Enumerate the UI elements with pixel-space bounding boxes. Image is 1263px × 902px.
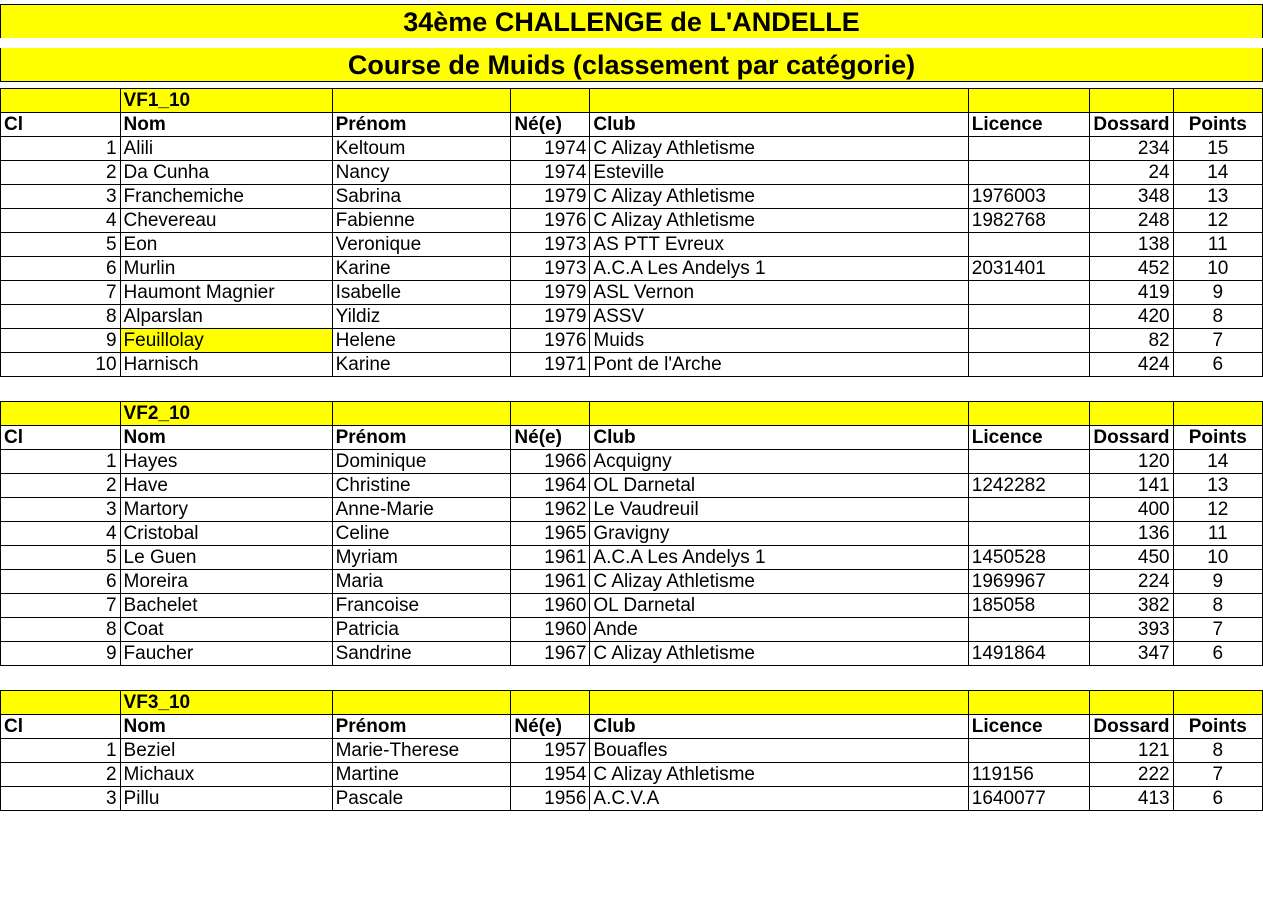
table-cell: 11 bbox=[1173, 522, 1262, 546]
table-cell: 10 bbox=[1173, 257, 1262, 281]
table-cell: Faucher bbox=[120, 642, 332, 666]
column-header: Club bbox=[590, 113, 968, 137]
table-cell: A.C.A Les Andelys 1 bbox=[590, 546, 968, 570]
table-cell: Martine bbox=[332, 763, 511, 787]
table-cell: 8 bbox=[1173, 739, 1262, 763]
column-header: Points bbox=[1173, 426, 1262, 450]
table-cell: Murlin bbox=[120, 257, 332, 281]
table-cell: 8 bbox=[1173, 305, 1262, 329]
category-header-cell bbox=[1173, 402, 1262, 426]
table-cell: 5 bbox=[1, 546, 121, 570]
table-cell: Christine bbox=[332, 474, 511, 498]
table-cell: 7 bbox=[1173, 618, 1262, 642]
table-cell: 1960 bbox=[511, 618, 590, 642]
table-cell: 15 bbox=[1173, 137, 1262, 161]
column-header: Nom bbox=[120, 426, 332, 450]
table-cell bbox=[968, 329, 1090, 353]
table-cell: 1973 bbox=[511, 257, 590, 281]
column-header: Prénom bbox=[332, 426, 511, 450]
table-cell bbox=[968, 450, 1090, 474]
results-sheet bbox=[0, 88, 1263, 811]
table-row bbox=[1, 161, 1263, 185]
table-cell: Ande bbox=[590, 618, 968, 642]
table-row bbox=[1, 787, 1263, 811]
table-cell: Isabelle bbox=[332, 281, 511, 305]
table-cell: 1971 bbox=[511, 353, 590, 377]
table-cell: 248 bbox=[1090, 209, 1173, 233]
table-cell: 7 bbox=[1173, 763, 1262, 787]
table-cell: A.C.V.A bbox=[590, 787, 968, 811]
table-cell: 11 bbox=[1173, 233, 1262, 257]
category-section bbox=[0, 88, 1263, 377]
table-cell: 393 bbox=[1090, 618, 1173, 642]
table-cell bbox=[968, 498, 1090, 522]
table-cell: 4 bbox=[1, 209, 121, 233]
table-cell: 1 bbox=[1, 137, 121, 161]
table-cell: Pont de l'Arche bbox=[590, 353, 968, 377]
column-header: Licence bbox=[968, 113, 1090, 137]
table-cell: C Alizay Athletisme bbox=[590, 642, 968, 666]
table-cell: 10 bbox=[1, 353, 121, 377]
table-cell: 6 bbox=[1173, 787, 1262, 811]
table-cell: OL Darnetal bbox=[590, 594, 968, 618]
table-cell: 7 bbox=[1, 594, 121, 618]
table-cell bbox=[968, 161, 1090, 185]
table-cell: 234 bbox=[1090, 137, 1173, 161]
table-row bbox=[1, 546, 1263, 570]
category-header-cell bbox=[332, 402, 511, 426]
category-table bbox=[0, 401, 1263, 666]
table-cell: 1965 bbox=[511, 522, 590, 546]
table-cell: 1491864 bbox=[968, 642, 1090, 666]
table-row bbox=[1, 450, 1263, 474]
table-cell: 1960 bbox=[511, 594, 590, 618]
table-cell: 9 bbox=[1173, 281, 1262, 305]
table-cell: C Alizay Athletisme bbox=[590, 137, 968, 161]
table-cell: 1 bbox=[1, 450, 121, 474]
table-cell: Karine bbox=[332, 257, 511, 281]
table-cell: 1976 bbox=[511, 209, 590, 233]
category-name: VF3_10 bbox=[120, 691, 332, 715]
column-header-row bbox=[1, 426, 1263, 450]
table-cell: Celine bbox=[332, 522, 511, 546]
table-cell: C Alizay Athletisme bbox=[590, 570, 968, 594]
category-header-cell bbox=[1090, 402, 1173, 426]
category-section bbox=[0, 401, 1263, 666]
table-cell: Beziel bbox=[120, 739, 332, 763]
category-header-cell bbox=[511, 691, 590, 715]
table-cell: Harnisch bbox=[120, 353, 332, 377]
page-subtitle: Course de Muids (classement par catégorie) bbox=[0, 48, 1263, 82]
table-cell: 9 bbox=[1, 329, 121, 353]
table-cell: 6 bbox=[1173, 642, 1262, 666]
table-cell: Coat bbox=[120, 618, 332, 642]
table-cell: 141 bbox=[1090, 474, 1173, 498]
category-header-cell bbox=[1, 402, 121, 426]
table-cell: AS PTT Evreux bbox=[590, 233, 968, 257]
table-cell: 1961 bbox=[511, 546, 590, 570]
table-cell: 7 bbox=[1173, 329, 1262, 353]
table-cell: 3 bbox=[1, 787, 121, 811]
table-cell: 3 bbox=[1, 498, 121, 522]
table-cell: Bouafles bbox=[590, 739, 968, 763]
table-row bbox=[1, 594, 1263, 618]
table-cell: 1961 bbox=[511, 570, 590, 594]
table-cell: 1982768 bbox=[968, 209, 1090, 233]
table-cell bbox=[968, 281, 1090, 305]
table-cell: 1974 bbox=[511, 137, 590, 161]
column-header: Nom bbox=[120, 715, 332, 739]
table-cell: 8 bbox=[1, 305, 121, 329]
table-cell: Sabrina bbox=[332, 185, 511, 209]
table-cell: Gravigny bbox=[590, 522, 968, 546]
table-cell: Sandrine bbox=[332, 642, 511, 666]
table-cell: Nancy bbox=[332, 161, 511, 185]
column-header: Cl bbox=[1, 715, 121, 739]
table-cell: Pascale bbox=[332, 787, 511, 811]
category-header-cell bbox=[332, 89, 511, 113]
column-header-row bbox=[1, 715, 1263, 739]
table-cell: Feuillolay bbox=[120, 329, 332, 353]
table-cell: 6 bbox=[1173, 353, 1262, 377]
table-cell: 1979 bbox=[511, 185, 590, 209]
category-header-cell bbox=[1090, 89, 1173, 113]
table-cell: 2 bbox=[1, 763, 121, 787]
table-cell: 224 bbox=[1090, 570, 1173, 594]
table-cell: 420 bbox=[1090, 305, 1173, 329]
table-cell: 121 bbox=[1090, 739, 1173, 763]
table-cell bbox=[968, 233, 1090, 257]
table-row bbox=[1, 353, 1263, 377]
table-cell: 1979 bbox=[511, 281, 590, 305]
table-cell: Karine bbox=[332, 353, 511, 377]
table-cell bbox=[968, 305, 1090, 329]
table-cell: 4 bbox=[1, 522, 121, 546]
table-cell: 136 bbox=[1090, 522, 1173, 546]
table-row bbox=[1, 281, 1263, 305]
table-cell: 1954 bbox=[511, 763, 590, 787]
table-cell: 1450528 bbox=[968, 546, 1090, 570]
table-cell: ASL Vernon bbox=[590, 281, 968, 305]
table-cell: Hayes bbox=[120, 450, 332, 474]
table-cell: Veronique bbox=[332, 233, 511, 257]
table-cell: A.C.A Les Andelys 1 bbox=[590, 257, 968, 281]
table-cell: C Alizay Athletisme bbox=[590, 763, 968, 787]
table-cell: Le Vaudreuil bbox=[590, 498, 968, 522]
table-cell: 1973 bbox=[511, 233, 590, 257]
table-cell: Acquigny bbox=[590, 450, 968, 474]
table-cell bbox=[968, 137, 1090, 161]
table-cell: 119156 bbox=[968, 763, 1090, 787]
column-header: Cl bbox=[1, 113, 121, 137]
table-cell: Moreira bbox=[120, 570, 332, 594]
table-cell: Alparslan bbox=[120, 305, 332, 329]
table-cell: 82 bbox=[1090, 329, 1173, 353]
column-header: Prénom bbox=[332, 113, 511, 137]
table-cell: 13 bbox=[1173, 185, 1262, 209]
table-cell: Michaux bbox=[120, 763, 332, 787]
table-cell: 450 bbox=[1090, 546, 1173, 570]
category-header-cell bbox=[968, 89, 1090, 113]
table-cell: 185058 bbox=[968, 594, 1090, 618]
category-header-cell bbox=[968, 402, 1090, 426]
table-cell: 2031401 bbox=[968, 257, 1090, 281]
table-cell: 1964 bbox=[511, 474, 590, 498]
table-cell: Have bbox=[120, 474, 332, 498]
table-cell: 382 bbox=[1090, 594, 1173, 618]
table-cell: Cristobal bbox=[120, 522, 332, 546]
table-cell: ASSV bbox=[590, 305, 968, 329]
table-cell: 400 bbox=[1090, 498, 1173, 522]
table-cell: 347 bbox=[1090, 642, 1173, 666]
table-cell: 419 bbox=[1090, 281, 1173, 305]
category-header-cell bbox=[1, 691, 121, 715]
table-row bbox=[1, 739, 1263, 763]
column-header: Né(e) bbox=[511, 426, 590, 450]
table-cell: Keltoum bbox=[332, 137, 511, 161]
table-cell: 7 bbox=[1, 281, 121, 305]
table-cell: 8 bbox=[1, 618, 121, 642]
table-cell: 3 bbox=[1, 185, 121, 209]
column-header: Licence bbox=[968, 715, 1090, 739]
table-cell: 12 bbox=[1173, 209, 1262, 233]
table-row bbox=[1, 763, 1263, 787]
category-header-cell bbox=[590, 691, 968, 715]
category-header-cell bbox=[590, 402, 968, 426]
table-cell: Chevereau bbox=[120, 209, 332, 233]
table-cell: Bachelet bbox=[120, 594, 332, 618]
table-cell: 14 bbox=[1173, 450, 1262, 474]
table-cell: Maria bbox=[332, 570, 511, 594]
category-section bbox=[0, 690, 1263, 811]
table-cell: Esteville bbox=[590, 161, 968, 185]
table-cell: C Alizay Athletisme bbox=[590, 209, 968, 233]
table-cell: 120 bbox=[1090, 450, 1173, 474]
category-table bbox=[0, 690, 1263, 811]
column-header: Né(e) bbox=[511, 113, 590, 137]
category-name: VF2_10 bbox=[120, 402, 332, 426]
table-cell: 1967 bbox=[511, 642, 590, 666]
table-row bbox=[1, 305, 1263, 329]
table-cell: OL Darnetal bbox=[590, 474, 968, 498]
table-cell: 8 bbox=[1173, 594, 1262, 618]
table-cell: 1976003 bbox=[968, 185, 1090, 209]
column-header: Licence bbox=[968, 426, 1090, 450]
table-cell: Helene bbox=[332, 329, 511, 353]
column-header-row bbox=[1, 113, 1263, 137]
table-cell: 424 bbox=[1090, 353, 1173, 377]
table-row bbox=[1, 570, 1263, 594]
table-cell: Anne-Marie bbox=[332, 498, 511, 522]
table-cell: Muids bbox=[590, 329, 968, 353]
table-cell: 413 bbox=[1090, 787, 1173, 811]
column-header: Prénom bbox=[332, 715, 511, 739]
category-header-cell bbox=[511, 89, 590, 113]
table-row bbox=[1, 522, 1263, 546]
category-header-cell bbox=[511, 402, 590, 426]
category-header-cell bbox=[968, 691, 1090, 715]
column-header: Cl bbox=[1, 426, 121, 450]
table-cell: 1640077 bbox=[968, 787, 1090, 811]
table-row bbox=[1, 329, 1263, 353]
table-cell: 1974 bbox=[511, 161, 590, 185]
table-cell: 1966 bbox=[511, 450, 590, 474]
table-cell: 1969967 bbox=[968, 570, 1090, 594]
table-row bbox=[1, 209, 1263, 233]
category-header-row bbox=[1, 89, 1263, 113]
column-header: Dossard bbox=[1090, 113, 1173, 137]
table-cell: 138 bbox=[1090, 233, 1173, 257]
category-header-cell bbox=[1090, 691, 1173, 715]
category-header-cell bbox=[1173, 89, 1262, 113]
table-cell: 5 bbox=[1, 233, 121, 257]
table-cell: 452 bbox=[1090, 257, 1173, 281]
table-cell: Marie-Therese bbox=[332, 739, 511, 763]
table-row bbox=[1, 233, 1263, 257]
category-header-cell bbox=[332, 691, 511, 715]
table-cell: Francoise bbox=[332, 594, 511, 618]
table-row bbox=[1, 498, 1263, 522]
category-header-row bbox=[1, 691, 1263, 715]
table-cell: 2 bbox=[1, 161, 121, 185]
table-cell: Yildiz bbox=[332, 305, 511, 329]
category-header-cell bbox=[590, 89, 968, 113]
category-header-cell bbox=[1, 89, 121, 113]
table-cell: Da Cunha bbox=[120, 161, 332, 185]
table-cell: Martory bbox=[120, 498, 332, 522]
table-cell: 1242282 bbox=[968, 474, 1090, 498]
table-cell: 1962 bbox=[511, 498, 590, 522]
table-cell: 9 bbox=[1173, 570, 1262, 594]
table-cell: 222 bbox=[1090, 763, 1173, 787]
table-cell: 6 bbox=[1, 570, 121, 594]
table-cell: 1957 bbox=[511, 739, 590, 763]
table-cell: Dominique bbox=[332, 450, 511, 474]
table-cell: Eon bbox=[120, 233, 332, 257]
table-cell: 24 bbox=[1090, 161, 1173, 185]
table-cell bbox=[968, 618, 1090, 642]
table-cell bbox=[968, 522, 1090, 546]
table-cell: Alili bbox=[120, 137, 332, 161]
table-cell: Le Guen bbox=[120, 546, 332, 570]
table-cell bbox=[968, 739, 1090, 763]
page-title: 34ème CHALLENGE de L'ANDELLE bbox=[0, 4, 1263, 38]
table-cell bbox=[968, 353, 1090, 377]
table-cell: 13 bbox=[1173, 474, 1262, 498]
table-cell: 14 bbox=[1173, 161, 1262, 185]
table-cell: Fabienne bbox=[332, 209, 511, 233]
table-cell: 1979 bbox=[511, 305, 590, 329]
table-cell: 9 bbox=[1, 642, 121, 666]
table-row bbox=[1, 474, 1263, 498]
table-cell: 2 bbox=[1, 474, 121, 498]
column-header: Dossard bbox=[1090, 426, 1173, 450]
table-row bbox=[1, 257, 1263, 281]
category-name: VF1_10 bbox=[120, 89, 332, 113]
spacer-row bbox=[0, 377, 1263, 401]
table-cell: Patricia bbox=[332, 618, 511, 642]
table-cell: Myriam bbox=[332, 546, 511, 570]
column-header: Points bbox=[1173, 715, 1262, 739]
category-header-cell bbox=[1173, 691, 1262, 715]
table-cell: 1 bbox=[1, 739, 121, 763]
table-cell: Haumont Magnier bbox=[120, 281, 332, 305]
category-header-row bbox=[1, 402, 1263, 426]
column-header: Club bbox=[590, 426, 968, 450]
table-cell: C Alizay Athletisme bbox=[590, 185, 968, 209]
table-row bbox=[1, 185, 1263, 209]
category-table bbox=[0, 88, 1263, 377]
table-cell: 348 bbox=[1090, 185, 1173, 209]
table-cell: 10 bbox=[1173, 546, 1262, 570]
table-cell: 6 bbox=[1, 257, 121, 281]
column-header: Nom bbox=[120, 113, 332, 137]
table-cell: 1976 bbox=[511, 329, 590, 353]
column-header: Club bbox=[590, 715, 968, 739]
table-row bbox=[1, 618, 1263, 642]
table-row bbox=[1, 642, 1263, 666]
column-header: Né(e) bbox=[511, 715, 590, 739]
column-header: Dossard bbox=[1090, 715, 1173, 739]
spacer-row bbox=[0, 666, 1263, 690]
table-row bbox=[1, 137, 1263, 161]
table-cell: Franchemiche bbox=[120, 185, 332, 209]
table-cell: Pillu bbox=[120, 787, 332, 811]
column-header: Points bbox=[1173, 113, 1262, 137]
table-cell: 1956 bbox=[511, 787, 590, 811]
table-cell: 12 bbox=[1173, 498, 1262, 522]
